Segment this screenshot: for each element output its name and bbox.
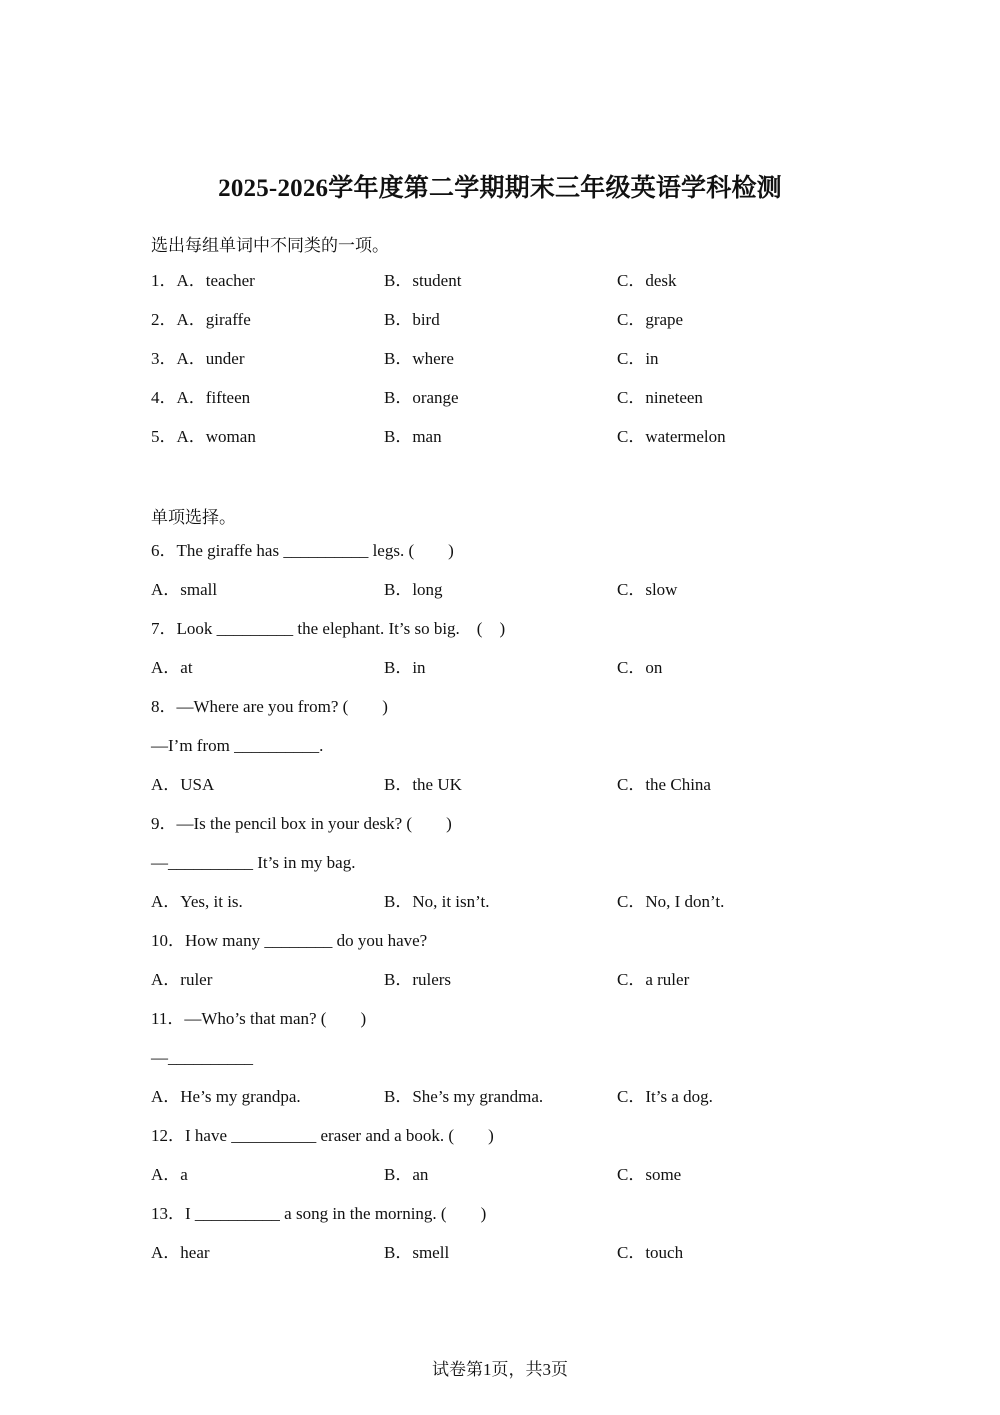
question-stem-12: 12．I have __________ eraser and a book. ( ) xyxy=(151,1126,494,1145)
question-options-9 xyxy=(151,890,851,914)
question-line-9: —__________ It’s in my bag. xyxy=(151,853,356,872)
option-c: C．nineteen xyxy=(617,388,703,407)
option-c: C．some xyxy=(617,1165,682,1184)
question-stem-6: 6．The giraffe has __________ legs. ( ) xyxy=(151,541,454,560)
option-a: A．hear xyxy=(151,1243,210,1262)
option-a: A．at xyxy=(151,658,193,677)
option-c: C．a ruler xyxy=(617,970,690,989)
option-a: A．ruler xyxy=(151,970,213,989)
question-row-4 xyxy=(151,386,851,410)
section-heading-1: 选出每组单词中不同类的一项。 xyxy=(151,236,389,255)
section-heading-2: 单项选择。 xyxy=(151,508,236,527)
option-b: B．long xyxy=(384,580,443,599)
page-title: 2025-2026学年度第二学期期末三年级英语学科检测 xyxy=(218,175,782,202)
option-a: A．Yes, it is. xyxy=(151,892,243,911)
option-a: A．small xyxy=(151,580,218,599)
option-b: B．No, it isn’t. xyxy=(384,892,490,911)
question-stem-9: 9．—Is the pencil box in your desk? ( ) xyxy=(151,814,452,833)
option-c: C．on xyxy=(617,658,663,677)
option-c: C．touch xyxy=(617,1243,684,1262)
option-c: C．It’s a dog. xyxy=(617,1087,713,1106)
option-b: B．an xyxy=(384,1165,429,1184)
option-c: C．No, I don’t. xyxy=(617,892,725,911)
option-c: C．watermelon xyxy=(617,427,726,446)
question-options-12 xyxy=(151,1163,851,1187)
question-options-13 xyxy=(151,1241,851,1265)
question-row-3 xyxy=(151,347,851,371)
option-b: B．where xyxy=(384,349,454,368)
question-stem-8: 8．—Where are you from? ( ) xyxy=(151,697,388,716)
option-a: A．He’s my grandpa. xyxy=(151,1087,301,1106)
question-options-11 xyxy=(151,1085,851,1109)
question-stem-11: 11．—Who’s that man? ( ) xyxy=(151,1009,367,1028)
option-b: B．orange xyxy=(384,388,459,407)
question-row-1 xyxy=(151,269,851,293)
question-stem-10: 10．How many ________ do you have? xyxy=(151,931,428,950)
option-b: B．She’s my grandma. xyxy=(384,1087,544,1106)
option-c: C．desk xyxy=(617,271,677,290)
option-b: B．bird xyxy=(384,310,440,329)
option-c: C．slow xyxy=(617,580,678,599)
option-b: B．man xyxy=(384,427,442,446)
page-footer: 试卷第1页，共3页 xyxy=(432,1360,568,1379)
option-b: B．rulers xyxy=(384,970,452,989)
question-row-2 xyxy=(151,308,851,332)
option-b: B．the UK xyxy=(384,775,462,794)
question-line-11: —__________ xyxy=(151,1048,253,1067)
option-a: A．USA xyxy=(151,775,215,794)
option-c: C．in xyxy=(617,349,659,368)
option-b: B．in xyxy=(384,658,426,677)
option-b: B．smell xyxy=(384,1243,450,1262)
question-options-8 xyxy=(151,773,851,797)
option-c: C．the China xyxy=(617,775,711,794)
question-row-5 xyxy=(151,425,851,449)
option-a: 3．A．under xyxy=(151,349,245,368)
question-line-8: —I’m from __________. xyxy=(151,736,324,755)
question-options-7 xyxy=(151,656,851,680)
question-options-10 xyxy=(151,968,851,992)
option-a: A．a xyxy=(151,1165,188,1184)
option-b: B．student xyxy=(384,271,462,290)
option-a: 5．A．woman xyxy=(151,427,256,446)
option-c: C．grape xyxy=(617,310,684,329)
question-stem-7: 7．Look _________ the elephant. It’s so big. ( ) xyxy=(151,619,506,638)
question-options-6 xyxy=(151,578,851,602)
question-stem-13: 13．I __________ a song in the morning. ( ) xyxy=(151,1204,487,1223)
option-a: 2．A．giraffe xyxy=(151,310,251,329)
option-a: 4．A．fifteen xyxy=(151,388,251,407)
option-a: 1．A．teacher xyxy=(151,271,255,290)
